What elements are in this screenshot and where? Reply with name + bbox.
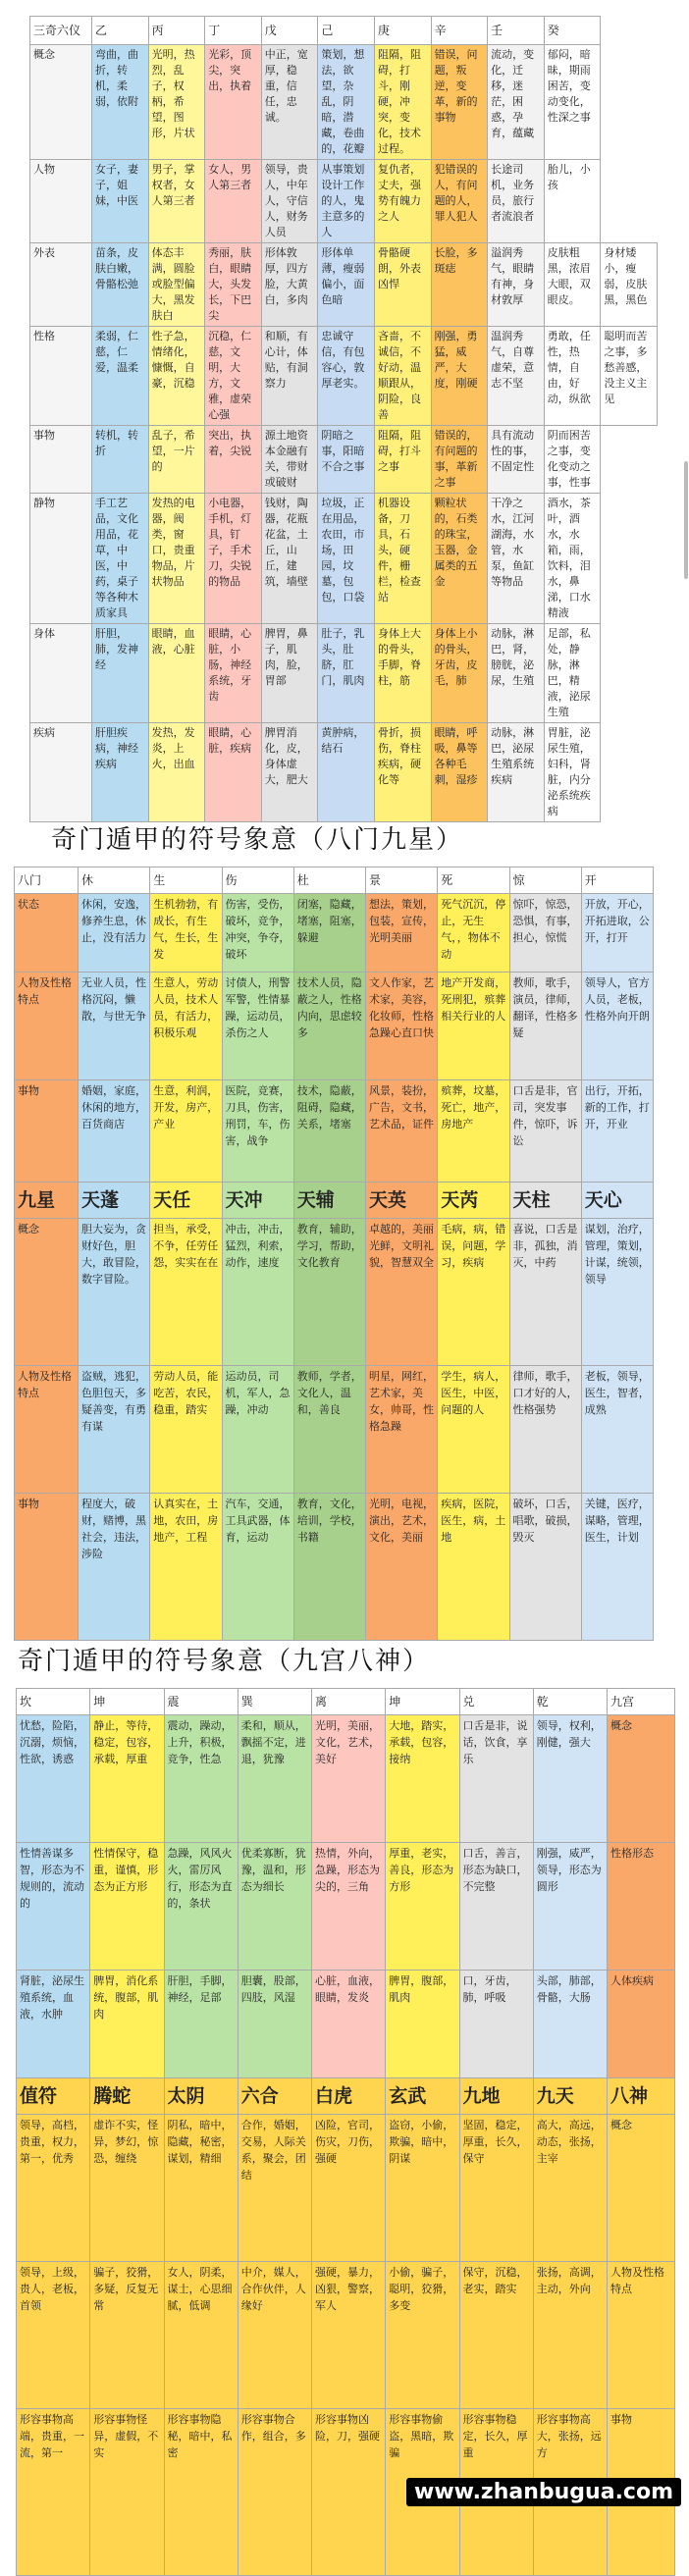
row-label: 身体	[30, 624, 92, 723]
table-cell: 休闲，安逸，修养生息，休止，没有活力	[79, 894, 150, 973]
row-label: 事物	[608, 2409, 675, 2576]
row-label: 外表	[30, 243, 92, 327]
table-cell: 头部，肺部，骨骼，大肠	[533, 1971, 607, 2078]
table-cell: 阴私，暗中，隐藏，秘密，谋划，精细	[164, 2115, 238, 2262]
table-cell: 形容事物怪异，虚假，不实	[90, 2409, 164, 2576]
table1-header-cell: 丁	[205, 17, 262, 45]
table-cell: 优柔寡断，犹豫，温和，形态为细长	[238, 1843, 311, 1971]
god-header-cell: 太阴	[164, 2078, 238, 2115]
table-cell: 皮肤粗黑，浓眉大眼，双眼皮。	[544, 243, 601, 327]
table-cell: 形容事物凶险，刀，强硬	[312, 2409, 386, 2576]
table-cell: 小偷，骗子，聪明，狡猾，多变	[386, 2262, 459, 2409]
table-cell: 破坏，口舌，唱歌，破损，毁灭	[509, 1494, 581, 1641]
table-cell: 热情，外向，急躁，形态为尖的，三角	[312, 1843, 386, 1971]
table-cell: 干净之水，江河湖海，水管，水泵，鱼缸等物品	[488, 494, 545, 624]
table-cell: 突出，执着，尖锐	[205, 426, 262, 494]
star-header-cell: 天英	[366, 1183, 438, 1219]
table-row	[17, 1971, 675, 2078]
table2-header-row	[15, 867, 654, 894]
table-cell: 刚强，勇猛，威严，大度，刚硬	[431, 327, 488, 426]
table-cell: 苗条，皮肤白嫩，骨骼松弛	[92, 243, 149, 327]
table-cell: 钱财，陶器，花瓶花盆，土丘，山丘，建筑，墙壁	[261, 494, 318, 624]
table-row	[30, 723, 658, 822]
table-cell: 胃脏，泌尿生殖，妇科，肾脏，内分泌系统疾病	[544, 723, 601, 822]
table-jiugong-bashen	[16, 1688, 675, 2576]
table-row	[17, 2262, 675, 2409]
table2-header-cell: 休	[79, 867, 150, 894]
table-cell: 流动，变化，迁移，迷茫，困惑，孕育，蕴藏	[488, 45, 545, 160]
star-header-cell: 天心	[581, 1183, 653, 1219]
table-cell: 殡葬，坟墓，死亡，地产，房地产	[438, 1080, 509, 1183]
table-cell: 教师，学者，文化人，温和，善良	[293, 1366, 365, 1494]
star-header-row	[15, 1183, 654, 1219]
table-cell: 忠诚守信，有包容心，敦厚老实。	[318, 327, 375, 426]
table-cell: 医院，竞赛，刀具，伤害，刑罚，车，伤害，战争	[222, 1080, 293, 1183]
table3-header-cell: 离	[312, 1689, 386, 1715]
table-cell: 生意，利润，开发，房产，产业	[150, 1080, 222, 1183]
table-cell: 肾脏，泌尿生殖系统，血液，水肿	[17, 1971, 90, 2078]
table-cell: 男子，掌权者，女人第三者	[148, 160, 205, 243]
table-cell: 形体单薄，瘦弱偏小，面色暗	[318, 243, 375, 327]
table-row	[15, 1494, 654, 1641]
table-cell: 劳动人员，能吃苦，农民，稳重，踏实	[150, 1366, 222, 1494]
table-cell: 形容事物隐秘，暗中，私密	[164, 2409, 238, 2576]
table-row	[30, 624, 658, 723]
star-header-cell: 天辅	[293, 1183, 365, 1219]
table-cell: 教育，文化，培训，学校，书籍	[293, 1494, 365, 1641]
table3-header-cell: 九宫	[608, 1689, 675, 1715]
table-cell: 脾胃，鼻子，肌肉，脸，胃部	[261, 624, 318, 723]
table-cell: 开放，开心，开拓进取，公开，打开	[581, 894, 653, 973]
table-cell: 溢润秀气，眼睛有神，身材敦厚	[488, 243, 545, 327]
table-cell: 性子急，情绪化，慷慨，自豪，沉稳	[148, 327, 205, 426]
table-cell: 形容事物稳定，长久，厚重	[459, 2409, 533, 2576]
table-cell: 从事策划设计工作的人，鬼主意多的人	[318, 160, 375, 243]
table-cell: 死气沉沉，停止，无生气，，物体不动	[438, 894, 509, 973]
star-header-cell: 天任	[150, 1183, 222, 1219]
table-cell: 喜说，口舌是非，孤独，消灭，中药	[509, 1219, 581, 1366]
scrollbar-thumb[interactable]	[684, 461, 688, 579]
table-cell: 胎儿，小孩	[544, 160, 601, 243]
table-cell: 静止，等待，稳定，包容，承载，厚重	[90, 1715, 164, 1843]
table-cell: 张扬，高调，主动，外向	[533, 2262, 607, 2409]
table1-header-cell: 庚	[374, 17, 431, 45]
table-cell: 源土地资本金融有关，带财或破财	[261, 426, 318, 494]
table1-header-cell: 辛	[431, 17, 488, 45]
table-cell: 阴暗之事，阳暗不合之事	[318, 426, 375, 494]
table-cell: 阻隔，阻碍，打斗，刚硬，冲突，变化，技术过程。	[374, 45, 431, 160]
table-cell: 酒水，茶叶，酒水，水箱，雨，饮料，泪水，鼻涕，口水精液	[544, 494, 601, 624]
table-cell: 谋划，治疗，管理，策划，计谋，统领，领导	[581, 1219, 653, 1366]
table3-header-row	[17, 1689, 675, 1715]
table-cell: 口舌，善言，形态为缺口，不完整	[459, 1843, 533, 1971]
table-cell: 黄肿病，结石	[318, 723, 375, 822]
table-cell: 发热，发炎，上火，出血	[148, 723, 205, 822]
table-cell: 地产开发商，死刑犯，殡葬相关行业的人	[438, 973, 509, 1080]
table-cell: 合作，婚姻，交易，人际关系，聚会，团结	[238, 2115, 311, 2262]
god-header-cell: 值符	[17, 2078, 90, 2115]
row-label: 概念	[608, 1715, 675, 1843]
table-cell: 性情善谋多智，形态为不规则的，流动的	[17, 1843, 90, 1971]
table-cell: 光明，电视，演出，艺术，文化，美丽	[366, 1494, 438, 1641]
table-cell: 生机勃勃，有成长，有生气，生长，生发	[150, 894, 222, 973]
table-cell: 足部，私处，静脉，淋巴，精液，泌尿生殖	[544, 624, 601, 723]
row-label: 性格	[30, 327, 92, 426]
table-cell: 性情保守，稳重，谨慎，形态为正方形	[90, 1843, 164, 1971]
table2-header-cell: 八门	[15, 867, 79, 894]
star-header-cell: 天芮	[438, 1183, 509, 1219]
table-cell: 肝胆，肺，发神经	[92, 624, 149, 723]
table-cell: 学生，病人，医生，中医，问题的人	[438, 1366, 509, 1494]
table-cell: 颗粒状的，石类的珠宝，玉器，金属类的五金	[431, 494, 488, 624]
table3-header-cell: 巽	[238, 1689, 311, 1715]
table-cell: 形体敦厚，四方脸，大黄白，多肉	[261, 243, 318, 327]
table-cell: 长途司机，业务员，旅行者流浪者	[488, 160, 545, 243]
table-cell: 骨折，损伤，脊柱疾病，硬化等	[374, 723, 431, 822]
table-cell: 体态丰满，圆脸或脸型偏大，黑发肤白	[148, 243, 205, 327]
table-cell: 盗窃，小偷，欺骗，暗中，阴谋	[386, 2115, 459, 2262]
table-cell: 伤害，受伤，破坏，竞争，冲突，争夺，破坏	[222, 894, 293, 973]
table-row	[15, 1219, 654, 1366]
table-cell: 讨债人，刑警军警，性情暴躁，运动员，杀伤之人	[222, 973, 293, 1080]
table-cell: 急躁，风风火火，雷厉风行，形态为直的，条状	[164, 1843, 238, 1971]
table-cell: 生意人，劳动人员，技术人员，有活力，积极乐观	[150, 973, 222, 1080]
table-cell: 肝胆疾病，神经疾病	[92, 723, 149, 822]
table-cell: 动脉，淋巴，泌尿生殖系统疾病	[488, 723, 545, 822]
table-bamen-jiuxing	[14, 867, 654, 1641]
table-cell: 秀丽，肤白，眼睛大，头发长，下巴尖	[205, 243, 262, 327]
table-row	[30, 494, 658, 624]
table-cell: 脾胃消化，皮，身体虚大，肥大	[261, 723, 318, 822]
table-cell: 骗子，狡猾，多疑，反复无常	[90, 2262, 164, 2409]
god-header-cell: 玄武	[386, 2078, 459, 2115]
god-header-cell: 九地	[459, 2078, 533, 2115]
table3-body	[17, 1715, 675, 2576]
table-cell: 眼睛，血液，心脏	[148, 624, 205, 723]
table-cell: 勇敢，任性，热情，自由，好动，纵欲	[544, 327, 601, 426]
table-cell: 女人，阴柔，谋士，心思细腻，低调	[164, 2262, 238, 2409]
table-cell: 垃圾，正在用品，农田，市场，田园，坟墓，包包，口袋	[318, 494, 375, 624]
table-cell: 女人，男人第三者	[205, 160, 262, 243]
table-cell: 领导，上级，贵人，老板，首领	[17, 2262, 90, 2409]
table-cell: 运动员，司机，军人，急躁，冲动	[222, 1366, 293, 1494]
table-cell: 虚诈不实，怪异，梦幻，惊恐，缠绕	[90, 2115, 164, 2262]
table1-header-cell: 癸	[544, 17, 601, 45]
table-cell: 无业人员，性格沉闷，懒散，与世无争	[79, 973, 150, 1080]
row-label: 概念	[608, 2115, 675, 2262]
table-row	[15, 1366, 654, 1494]
table-cell: 身材矮小，瘦弱，皮肤黑，黑色	[601, 243, 658, 327]
table-cell: 强硬，暴力，凶狠，警察，军人	[312, 2262, 386, 2409]
table-cell: 手工艺品，文化用品，花草，中医，中药，桌子等各种木质家具	[92, 494, 149, 624]
row-label: 疾病	[30, 723, 92, 822]
row-label: 事物	[15, 1494, 79, 1641]
row-label: 人物及性格特点	[15, 973, 79, 1080]
table-cell: 领导，贵人，中年人，守信人，财务人员	[261, 160, 318, 243]
table-cell: 胆囊，股部，四肢，风湿	[238, 1971, 311, 2078]
table1-header-cell: 乙	[92, 17, 149, 45]
table-cell: 形容事物高大，张扬，远方	[533, 2409, 607, 2576]
table-cell: 身体上小的骨头，牙齿，皮毛，肺	[431, 624, 488, 723]
row-label: 性格形态	[608, 1843, 675, 1971]
table-cell: 教育，辅助，学习，帮助，文化教育	[293, 1219, 365, 1366]
table-cell: 文人作家，艺术家，美容，化妆师，性格急躁心直口快	[366, 973, 438, 1080]
table3-header-cell: 兑	[459, 1689, 533, 1715]
table-cell: 郁闷，暗昧，期雨困苦，变动变化，性深之事	[544, 45, 601, 160]
table-row	[17, 1715, 675, 1843]
table-cell: 肚子，乳头，肚脐，肛门，肌肉	[318, 624, 375, 723]
table-row	[30, 160, 658, 243]
table-cell: 小电器，手机，灯具，钉子，手术刀，尖锐的物品	[205, 494, 262, 624]
table2-header-cell: 杜	[293, 867, 365, 894]
table-cell: 和顺，有心计，体贴，有洞察力	[261, 327, 318, 426]
table-cell: 关键，医疗，谋略，管理，医生，计划	[581, 1494, 653, 1641]
row-label: 人物及性格特点	[608, 2262, 675, 2409]
table-cell: 阴而困苦之事，变化变动之事，性事	[544, 426, 601, 494]
table1-header-row	[30, 17, 658, 45]
table3-header-cell: 坎	[17, 1689, 90, 1715]
god-header-cell: 六合	[238, 2078, 311, 2115]
table-cell: 动脉，淋巴，肾，膀胱，泌尿，生殖	[488, 624, 545, 723]
table-cell: 弯曲，曲折，转机，柔弱，依附	[92, 45, 149, 160]
table-cell: 风景，装扮，广告，文书，艺术品，证件	[366, 1080, 438, 1183]
table-cell: 口舌是非，说话，饮食，享乐	[459, 1715, 533, 1843]
table-cell: 高大，高远，动态，张扬，主宰	[533, 2115, 607, 2262]
table1-header-cell: 壬	[488, 17, 545, 45]
table2-header-cell: 生	[150, 867, 222, 894]
row-label: 概念	[15, 1219, 79, 1366]
table3-header-cell: 乾	[533, 1689, 607, 1715]
table-cell: 厚重，老实，善良，形态为方形	[386, 1843, 459, 1971]
god-header-row	[17, 2078, 675, 2115]
table-cell: 柔和，顺从，飘摇不定，进退，犹豫	[238, 1715, 311, 1843]
table-cell: 忧愁，险陷，沉溺，烦恼，性欲，诱惑	[17, 1715, 90, 1843]
table-cell: 领导人，官方人员，老板，性格外向开朗	[581, 973, 653, 1080]
row-label: 事物	[30, 426, 92, 494]
table-cell: 犯错误的人，有问题的人，罪人犯人	[431, 160, 488, 243]
table-cell: 柔弱，仁慈，仁爱，温柔	[92, 327, 149, 426]
table-row	[17, 2115, 675, 2262]
god-header-cell: 腾蛇	[90, 2078, 164, 2115]
table-cell: 眼睛，心脏，小肠，神经系统，牙齿	[205, 624, 262, 723]
table-cell: 转机，转折	[92, 426, 149, 494]
row-label: 状态	[15, 894, 79, 973]
table-cell: 口，牙齿，肺，呼吸	[459, 1971, 533, 2078]
table-row	[30, 327, 658, 426]
section-title-jiugong-bashen: 奇门遁甲的符号象意（九宫八神）	[18, 1647, 431, 1676]
section-title-bamen-jiuxing: 奇门遁甲的符号象意（八门九星）	[51, 825, 464, 855]
table-cell: 明星，网红，艺术家，美女，帅哥，性格急躁	[366, 1366, 438, 1494]
table-cell: 肝胆，手脚，神经，足部	[164, 1971, 238, 2078]
table-row	[15, 1080, 654, 1183]
table-cell: 盗贼，逃犯，色胆包天，多疑善变，有勇有谋	[79, 1366, 150, 1494]
table-cell: 坚固，稳定，厚重，长久，保守	[459, 2115, 533, 2262]
table-cell: 领导，权利，刚健，强大	[533, 1715, 607, 1843]
table1-header-cell: 三奇六仪	[30, 17, 92, 45]
table-cell: 沉稳，仁慈，文明，大方，文雅，虚荣心强	[205, 327, 262, 426]
table-cell: 凶险，官司，伤灾，刀伤，强硬	[312, 2115, 386, 2262]
table-cell: 冲击，冲击，猛烈，利索，动作，速度	[222, 1219, 293, 1366]
table1-header-cell: 戊	[261, 17, 318, 45]
table-cell: 程度大，破财，赌博，黑社会，违法，涉险	[79, 1494, 150, 1641]
table-cell: 担当，承受，不争，任劳任怨，实实在在	[150, 1219, 222, 1366]
table2-header-cell: 伤	[222, 867, 293, 894]
god-header-cell: 白虎	[312, 2078, 386, 2115]
table3-header-cell: 坤	[90, 1689, 164, 1715]
table-cell: 眼睛，心脏，疾病	[205, 723, 262, 822]
table-cell: 温润秀气，自尊虚荣，意志不坚	[488, 327, 545, 426]
table-cell: 想法，策划，包装，宣传，光明美丽	[366, 894, 438, 973]
table-cell: 长脸，多斑痣	[431, 243, 488, 327]
god-header-cell: 九天	[533, 2078, 607, 2115]
table-cell: 技术，隐蔽，阻碍，隐藏，关系，堵塞	[293, 1080, 365, 1183]
table-cell: 刚强，威严，领导，形态为圆形	[533, 1843, 607, 1971]
table2-body	[15, 894, 654, 1641]
table-row	[30, 243, 658, 327]
table-cell: 脾胃，腹部，肌肉	[386, 1971, 459, 2078]
table-cell: 心脏，血液，眼睛，发炎	[312, 1971, 386, 2078]
table1-body	[30, 45, 658, 822]
row-label: 人物	[30, 160, 92, 243]
table-cell: 错误，问题，叛逆，变革，新的事物	[431, 45, 488, 160]
row-label: 人体疾病	[608, 1971, 675, 2078]
table-cell: 乱子，希望，一片的	[148, 426, 205, 494]
table-row	[15, 894, 654, 973]
table-cell: 中正，宽厚，稳重，信任，忠诚。	[261, 45, 318, 160]
table1-header-cell: 己	[318, 17, 375, 45]
table-row	[15, 973, 654, 1080]
row-label: 概念	[30, 45, 92, 160]
table-cell: 保守，沉稳，老实，踏实	[459, 2262, 533, 2409]
star-header-cell: 天柱	[509, 1183, 581, 1219]
table-cell: 脾胃，消化系统，腹部，肌肉	[90, 1971, 164, 2078]
table-cell: 聪明而苦之事，多愁善感，没主义主见	[601, 327, 658, 426]
table-cell: 汽车，交通，工具武器，体育，运动	[222, 1494, 293, 1641]
god-header-cell: 八神	[608, 2078, 675, 2115]
table-row	[17, 1843, 675, 1971]
table-cell: 口舌是非，官司，突发事件，惊吓，诉讼	[509, 1080, 581, 1183]
table-cell: 闭塞，隐藏，堵塞，阻塞，躲避	[293, 894, 365, 973]
table-cell: 错误的，有问题的事，革新之事	[431, 426, 488, 494]
table3-header-cell: 坤	[386, 1689, 459, 1715]
table-cell: 认真实在，土地，农田，房地产，工程	[150, 1494, 222, 1641]
table-cell: 眼睛，呼吸，鼻等各种毛刺，湿疹	[431, 723, 488, 822]
table-cell: 毛病，病，错误，问题，学习，疾病	[438, 1219, 509, 1366]
table-cell: 身体上大的骨头，手脚，脊柱，筋	[374, 624, 431, 723]
table-cell: 技术人员，隐蔽之人，性格内向，思虑较多	[293, 973, 365, 1080]
table-cell: 教师，歌手，演员，律师，翻译，性格多疑	[509, 973, 581, 1080]
table-cell: 形容事物高端，贵重，一流，第一	[17, 2409, 90, 2576]
row-label: 静物	[30, 494, 92, 624]
table-cell: 机器设备，刀具，石头，硬件，栅栏，检查站	[374, 494, 431, 624]
table-cell: 形容事物合作，组合，多	[238, 2409, 311, 2576]
table-cell: 中介，媒人，合作伙伴，人缘好	[238, 2262, 311, 2409]
table-cell: 出行，开拓，新的工作，打开，开业	[581, 1080, 653, 1183]
table-cell: 婚姻，家庭，休闲的地方，百货商店	[79, 1080, 150, 1183]
table-cell: 光明，美丽，文化，艺术，美好	[312, 1715, 386, 1843]
star-header-cell: 天冲	[222, 1183, 293, 1219]
table-cell: 律师，歌手，口才好的人，性格强势	[509, 1366, 581, 1494]
table-row	[30, 426, 658, 494]
table2-header-cell: 景	[366, 867, 438, 894]
table-cell: 疾病，医院，医生，病，土地	[438, 1494, 509, 1641]
table2-header-cell: 惊	[509, 867, 581, 894]
table1-header-cell: 丙	[148, 17, 205, 45]
table-cell: 女子，妻子，姐妹，中医	[92, 160, 149, 243]
table2-header-cell: 开	[581, 867, 653, 894]
table-cell: 老板，领导，医生，智者，成熟	[581, 1366, 653, 1494]
table-cell: 吝啬，不诚信，不好动，温顺跟从，阴险，良善	[374, 327, 431, 426]
table-cell: 领导，高档，贵重，权力，第一，优秀	[17, 2115, 90, 2262]
table-cell: 光彩，顶尖，突出，执着	[205, 45, 262, 160]
star-header-cell: 九星	[15, 1183, 79, 1219]
table-cell: 大地，踏实，承载，包容，接纳	[386, 1715, 459, 1843]
star-header-cell: 天蓬	[79, 1183, 150, 1219]
table-row	[30, 45, 658, 160]
table-cell: 惊吓，惊恐，恐惧，有事，担心，惊慌	[509, 894, 581, 973]
table-cell: 卓越的，美丽光鲜，文明礼貌，智慧双全	[366, 1219, 438, 1366]
table-cell: 阻隔，阻碍，打斗之事	[374, 426, 431, 494]
table-cell: 发热的电器，阀类，窗口，贵重物品，片状物品	[148, 494, 205, 624]
row-label: 人物及性格特点	[15, 1366, 79, 1494]
table2-header-cell: 死	[438, 867, 509, 894]
table-cell: 策划，想法，欲望，杂乱，阴暗，潜藏，卷曲的，花瓣	[318, 45, 375, 160]
table-cell: 复仇者，丈夫，强势有魄力之人	[374, 160, 431, 243]
table-cell: 光明，热烈，乱子，权柄，希望，图形，片状	[148, 45, 205, 160]
table-cell: 骨骼硬朗，外表凶悍	[374, 243, 431, 327]
table-sanqi-liuyi	[29, 16, 658, 822]
table-cell: 胆大妄为，贪财好色，胆大，敢冒险，数字冒险。	[79, 1219, 150, 1366]
watermark: www.zhanbugua.com	[406, 2478, 681, 2506]
table-cell: 形容事物偷盗，黑暗，欺骗	[386, 2409, 459, 2576]
table-cell: 具有流动性的事，不固定性	[488, 426, 545, 494]
table-cell: 震动，躁动，上升，积极，竞争，性急	[164, 1715, 238, 1843]
table3-header-cell: 震	[164, 1689, 238, 1715]
row-label: 事物	[15, 1080, 79, 1183]
